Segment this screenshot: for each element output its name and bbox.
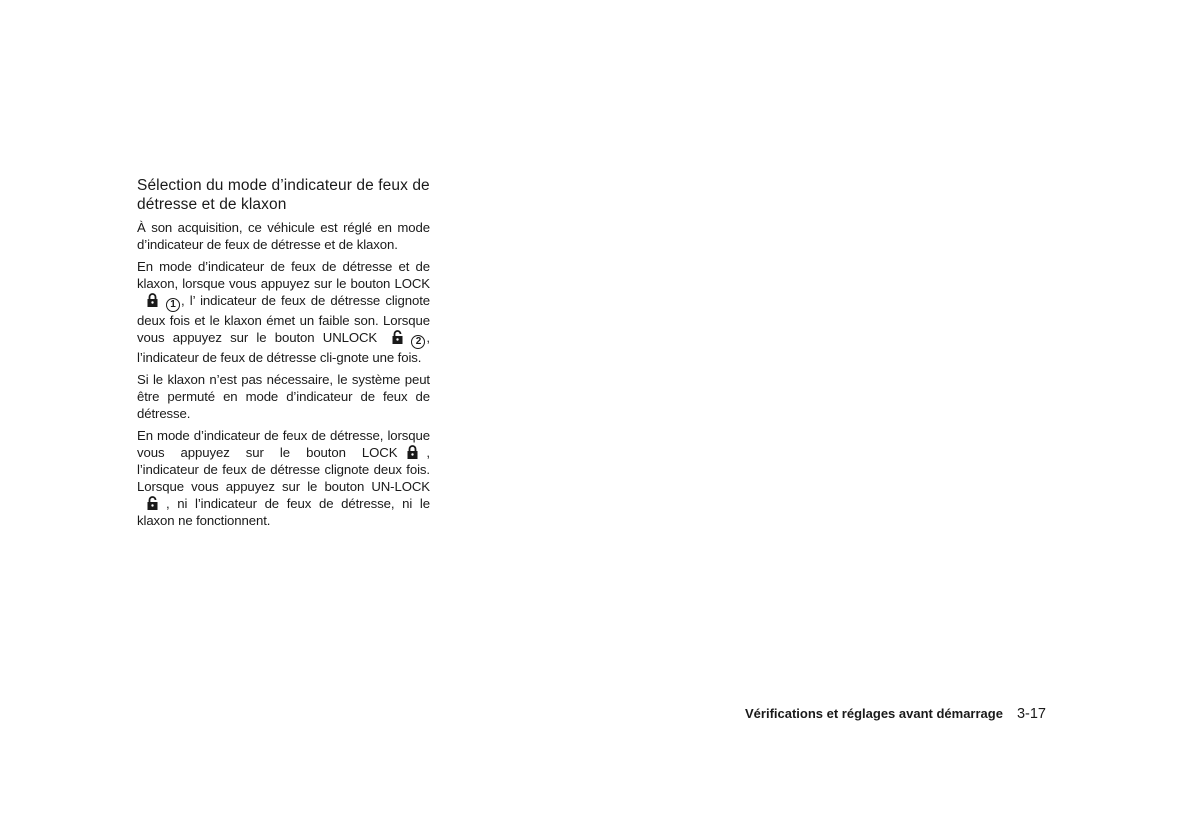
callout-number: 1 <box>166 298 180 312</box>
page-number: 3-17 <box>1016 706 1046 722</box>
footer-section-title: Vérifications et réglages avant démarrage <box>745 706 1003 721</box>
paragraph-text: , l’indicateur de feux de détresse clignote deux fois. Lorsque vous appuyez sur le bouton UN-LOCK <box>137 445 430 494</box>
paragraph-text: , l’indicateur de feux de détresse cli-gnote une fois. <box>137 330 430 365</box>
page-footer <box>745 705 1046 723</box>
section-heading: Sélection du mode d’indicateur de feux de détresse et de klaxon <box>137 177 430 213</box>
lock-open-icon <box>146 496 159 510</box>
lock-closed-icon <box>406 445 419 459</box>
paragraph-acquisition: À son acquisition, ce véhicule est réglé en mode d’indicateur de feux de détresse et de klaxon. <box>137 220 430 252</box>
paragraph-text: En mode d’indicateur de feux de détresse, lorsque vous appuyez sur le bouton LOCK <box>137 428 430 460</box>
paragraph-text: , ni l’indicateur de feux de détresse, ni le klaxon ne fonctionnent. <box>137 496 430 528</box>
paragraph-text: , l’ indicateur de feux de détresse clignote deux fois et le klaxon émet un faible son. Lorsque vous appuyez sur le bouton UNLOCK <box>137 293 430 345</box>
paragraph-hazard-mode <box>137 427 430 529</box>
paragraph-horn-not-needed: Si le klaxon n’est pas nécessaire, le système peut être permuté en mode d’indicateur de feux de détresse. <box>137 372 430 421</box>
lock-open-icon <box>391 330 404 344</box>
callout-number: 2 <box>411 335 425 349</box>
paragraph-hazard-horn-mode <box>137 258 430 366</box>
manual-section <box>137 176 430 534</box>
lock-closed-icon <box>146 293 159 307</box>
paragraph-text: En mode d’indicateur de feux de détresse et de klaxon, lorsque vous appuyez sur le bouton LOCK <box>137 259 430 291</box>
